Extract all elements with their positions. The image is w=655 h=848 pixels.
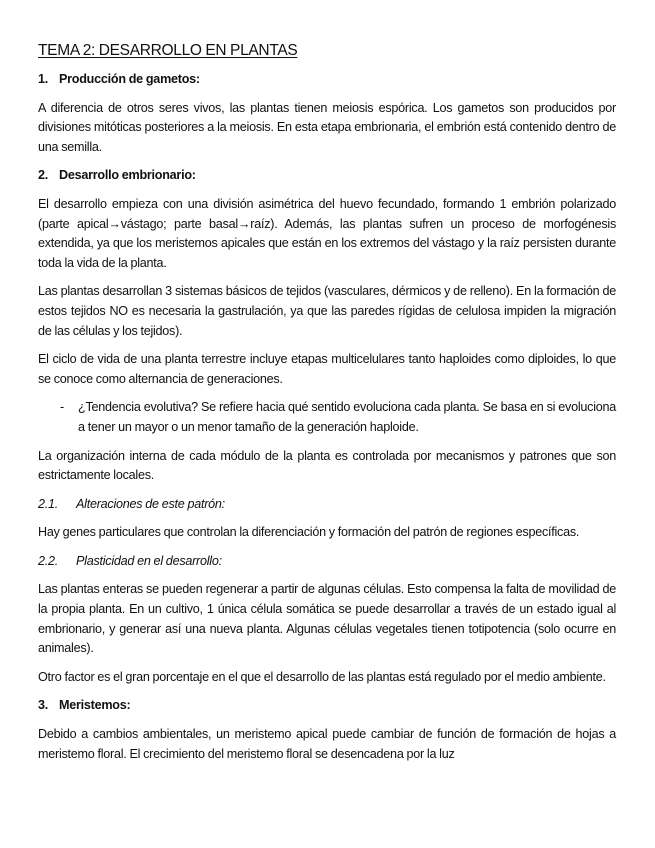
- paragraph: El desarrollo empieza con una división asimétrica del huevo fecundado, formando 1 embrión polarizado (parte apical→vástago; parte basal→raíz). Además, las plantas sufren un proceso de morfogénesis extendida, ya que los meristemos apicales que están en los extremos del vástago y la raíz persisten durante toda la vida de la planta.: [38, 196, 616, 270]
- subsection-heading-text: Plasticidad en el desarrollo:: [76, 553, 222, 568]
- section-heading-text: Producción de gametos:: [59, 72, 200, 86]
- paragraph: El ciclo de vida de una planta terrestre incluye etapas multicelulares tanto haploides como diploides, lo que se conoce como alternancia de generaciones.: [38, 352, 616, 386]
- subsection-2-2-heading: [38, 552, 616, 572]
- paragraph: La organización interna de cada módulo de la planta es controlada por mecanismos y patrones que son estrictamente locales.: [38, 448, 616, 483]
- section-3-heading: [38, 696, 616, 716]
- bullet-text: ¿Tendencia evolutiva? Se refiere hacia qué sentido evoluciona cada planta. Se basa en si evoluciona a tener un mayor o un menor tamaño de la generación haploide.: [78, 400, 616, 434]
- section-heading-text: Desarrollo embrionario:: [59, 168, 196, 183]
- paragraph: Otro factor es el gran porcentaje en el que el desarrollo de las plantas está regulado por el medio ambiente.: [38, 669, 606, 684]
- section-2-heading: [38, 166, 616, 186]
- paragraph: Hay genes particulares que controlan la diferenciación y formación del patrón de regiones específicas.: [38, 525, 580, 540]
- section-number: 3.: [38, 698, 49, 713]
- section-heading-text: Meristemos:: [59, 698, 131, 713]
- subsection-heading-text: Alteraciones de este patrón:: [76, 496, 225, 511]
- section-number: 1.: [38, 72, 49, 86]
- document-title: TEMA 2: DESARROLLO EN PLANTAS: [38, 42, 298, 59]
- subsection-number: 2.2.: [38, 553, 59, 568]
- section-number: 2.: [38, 168, 49, 183]
- paragraph: Las plantas enteras se pueden regenerar a partir de algunas células. Esto compensa la falta de movilidad de la propia planta. En un cultivo, 1 única célula somática se puede desarrollar a través de un estado igual al embrionario, y generar así una nueva planta. Algunas células vegetales tienen totipotencia (solo ocurre en animales).: [38, 582, 616, 656]
- paragraph: A diferencia de otros seres vivos, las plantas tienen meiosis espórica. Los gametos son producidos por divisiones mitóticas posteriores a la meiosis. En esta etapa embrionaria, el embrión está contenido dentro de una semilla.: [38, 100, 616, 154]
- bullet-dash: -: [60, 400, 64, 415]
- bullet-item: [38, 398, 616, 437]
- subsection-2-1-heading: [38, 495, 616, 515]
- subsection-number: 2.1.: [38, 496, 59, 511]
- document-page: [38, 40, 616, 773]
- paragraph: Debido a cambios ambientales, un meristemo apical puede cambiar de función de formación de hojas a meristemo floral. El crecimiento del meristemo floral se desencadena por la luz: [38, 727, 616, 761]
- paragraph: Las plantas desarrollan 3 sistemas básicos de tejidos (vasculares, dérmicos y de relleno). En la formación de estos tejidos NO es necesaria la gastrulación, ya que las paredes rígidas de celulosa impiden la migración de las células y los tejidos).: [38, 284, 616, 338]
- section-1-heading: [38, 70, 616, 90]
